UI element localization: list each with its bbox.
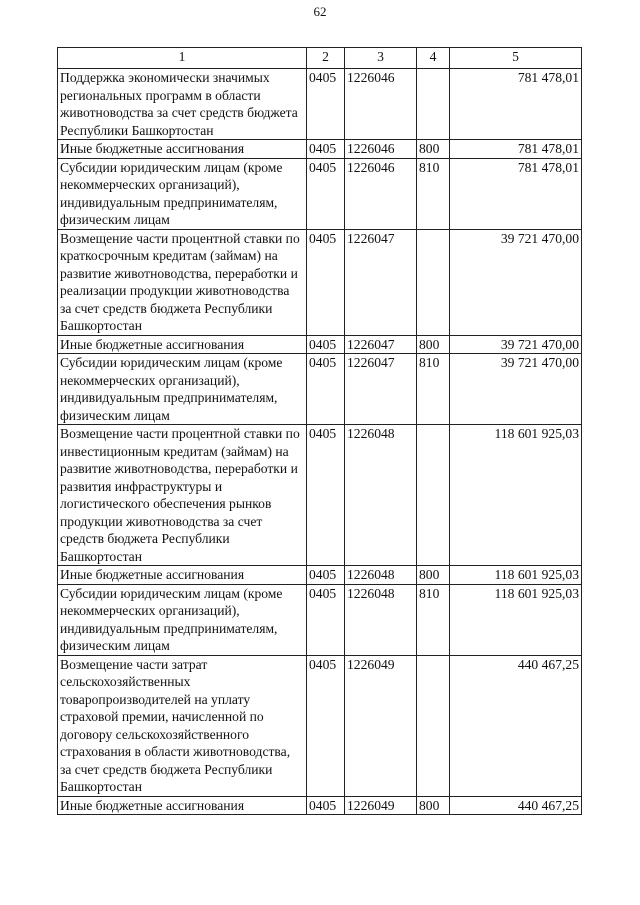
table-row xyxy=(58,354,582,425)
expense-type-cell: 810 xyxy=(417,584,450,655)
row-name-cell: Иные бюджетные ассигнования xyxy=(58,140,307,159)
row-name-cell: Поддержка экономически значимых региональных программ в области животноводства за счет средств бюджета Республики Башкортостан xyxy=(58,69,307,140)
table-row xyxy=(58,655,582,796)
section-code-cell: 0405 xyxy=(307,584,345,655)
row-name-cell: Иные бюджетные ассигнования xyxy=(58,566,307,585)
expense-type-cell xyxy=(417,425,450,566)
column-header-amount: 5 xyxy=(450,48,582,69)
target-code-cell: 1226048 xyxy=(345,425,417,566)
amount-cell: 39 721 470,00 xyxy=(450,354,582,425)
table-header-row xyxy=(58,48,582,69)
target-code-cell: 1226046 xyxy=(345,140,417,159)
target-code-cell: 1226046 xyxy=(345,69,417,140)
section-code-cell: 0405 xyxy=(307,655,345,796)
target-code-cell: 1226048 xyxy=(345,584,417,655)
amount-cell: 781 478,01 xyxy=(450,69,582,140)
expense-type-cell: 800 xyxy=(417,796,450,815)
target-code-cell: 1226047 xyxy=(345,229,417,335)
row-name-cell: Возмещение части затрат сельскохозяйственных товаропроизводителей на уплату страховой премии, начисленной по договору сельскохозяйственного страхования в области животноводства, за счет средств бюджета Республики Башкортостан xyxy=(58,655,307,796)
section-code-cell: 0405 xyxy=(307,566,345,585)
amount-cell: 118 601 925,03 xyxy=(450,425,582,566)
expense-type-cell xyxy=(417,229,450,335)
row-name-cell: Иные бюджетные ассигнования xyxy=(58,796,307,815)
expense-type-cell xyxy=(417,655,450,796)
table-row xyxy=(58,229,582,335)
expense-type-cell: 810 xyxy=(417,158,450,229)
column-header-name: 1 xyxy=(58,48,307,69)
table-row xyxy=(58,140,582,159)
section-code-cell: 0405 xyxy=(307,354,345,425)
row-name-cell: Субсидии юридическим лицам (кроме некоммерческих организаций), индивидуальным предпринимателям, физическим лицам xyxy=(58,584,307,655)
amount-cell: 440 467,25 xyxy=(450,655,582,796)
target-code-cell: 1226046 xyxy=(345,158,417,229)
amount-cell: 440 467,25 xyxy=(450,796,582,815)
expense-type-cell: 800 xyxy=(417,335,450,354)
section-code-cell: 0405 xyxy=(307,229,345,335)
target-code-cell: 1226048 xyxy=(345,566,417,585)
table-row xyxy=(58,566,582,585)
table-row xyxy=(58,69,582,140)
amount-cell: 781 478,01 xyxy=(450,140,582,159)
amount-cell: 118 601 925,03 xyxy=(450,584,582,655)
table-row xyxy=(58,158,582,229)
table-row xyxy=(58,425,582,566)
row-name-cell: Субсидии юридическим лицам (кроме некоммерческих организаций), индивидуальным предпринимателям, физическим лицам xyxy=(58,354,307,425)
target-code-cell: 1226047 xyxy=(345,335,417,354)
section-code-cell: 0405 xyxy=(307,158,345,229)
amount-cell: 118 601 925,03 xyxy=(450,566,582,585)
amount-cell: 39 721 470,00 xyxy=(450,229,582,335)
column-header-section: 2 xyxy=(307,48,345,69)
row-name-cell: Возмещение части процентной ставки по краткосрочным кредитам (займам) на развитие животноводства, переработки и реализации продукции животноводства за счет средств бюджета Республики Башкортостан xyxy=(58,229,307,335)
column-header-type: 4 xyxy=(417,48,450,69)
expense-type-cell: 810 xyxy=(417,354,450,425)
section-code-cell: 0405 xyxy=(307,335,345,354)
expense-type-cell: 800 xyxy=(417,566,450,585)
row-name-cell: Возмещение части процентной ставки по инвестиционным кредитам (займам) на развитие животноводства, переработки и развития инфраструктуры и логистического обеспечения рынков продукции животноводства за счет средств бюджета Республики Башкортостан xyxy=(58,425,307,566)
page-number: 62 xyxy=(313,4,327,19)
table-row xyxy=(58,335,582,354)
target-code-cell: 1226047 xyxy=(345,354,417,425)
expense-type-cell xyxy=(417,69,450,140)
table-row xyxy=(58,584,582,655)
section-code-cell: 0405 xyxy=(307,69,345,140)
row-name-cell: Субсидии юридическим лицам (кроме некоммерческих организаций), индивидуальным предпринимателям, физическим лицам xyxy=(58,158,307,229)
target-code-cell: 1226049 xyxy=(345,655,417,796)
section-code-cell: 0405 xyxy=(307,140,345,159)
section-code-cell: 0405 xyxy=(307,796,345,815)
budget-table xyxy=(57,47,582,815)
expense-type-cell: 800 xyxy=(417,140,450,159)
row-name-cell: Иные бюджетные ассигнования xyxy=(58,335,307,354)
target-code-cell: 1226049 xyxy=(345,796,417,815)
table-row xyxy=(58,796,582,815)
section-code-cell: 0405 xyxy=(307,425,345,566)
amount-cell: 39 721 470,00 xyxy=(450,335,582,354)
column-header-target: 3 xyxy=(345,48,417,69)
amount-cell: 781 478,01 xyxy=(450,158,582,229)
